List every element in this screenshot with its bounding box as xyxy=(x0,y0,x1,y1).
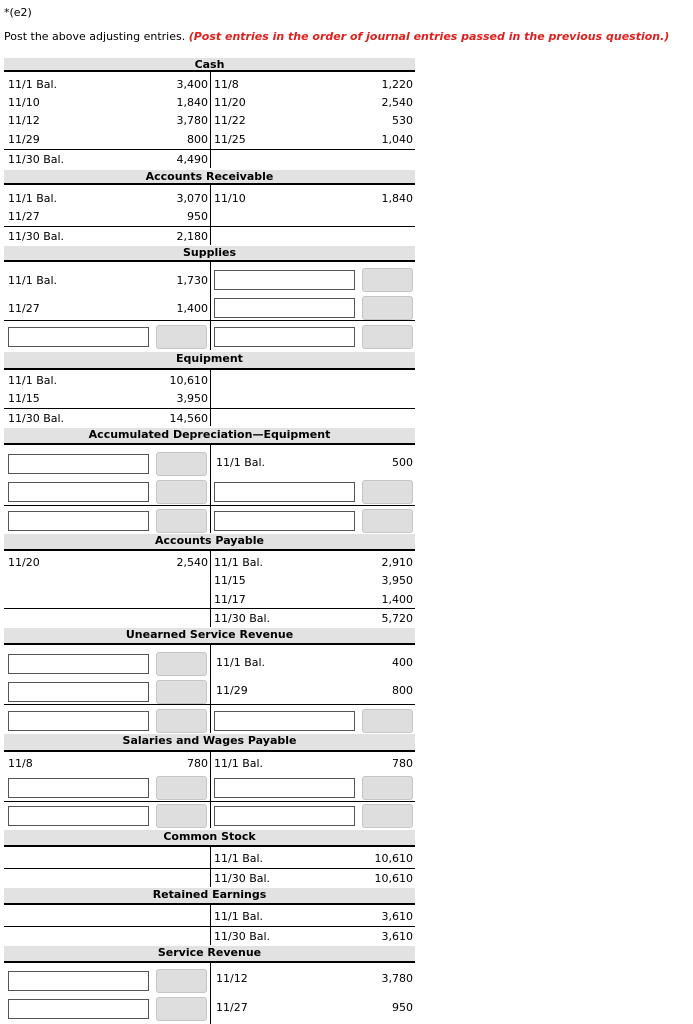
credit-amount-input[interactable] xyxy=(362,804,413,828)
balance-label: 11/30 Bal. xyxy=(8,412,65,425)
debit-label-input[interactable] xyxy=(8,971,149,991)
debit-label: 11/12 xyxy=(8,114,40,127)
balance-rule xyxy=(4,926,415,927)
credit-amount: 530 xyxy=(392,114,413,127)
t-account-divider xyxy=(210,370,211,426)
balance-amount: 14,560 xyxy=(169,412,208,425)
debit-label-input[interactable] xyxy=(8,806,149,826)
debit-amount: 800 xyxy=(187,133,208,146)
debit-label-input[interactable] xyxy=(8,327,149,347)
credit-amount: 10,610 xyxy=(374,852,413,865)
debit-label: 11/10 xyxy=(8,96,40,109)
t-account-divider xyxy=(210,262,211,350)
t-account-divider xyxy=(210,551,211,627)
credit-label: 11/8 xyxy=(214,78,239,91)
account-title-retained-earnings: Retained Earnings xyxy=(4,888,415,905)
credit-amount: 2,540 xyxy=(381,96,413,109)
credit-label-input[interactable] xyxy=(214,270,355,290)
credit-amount: 800 xyxy=(392,684,413,697)
debit-amount-input[interactable] xyxy=(156,452,207,476)
account-title-accumulated-depreciation: Accumulated Depreciation—Equipment xyxy=(4,428,415,445)
credit-label: 11/25 xyxy=(214,133,246,146)
debit-label-input[interactable] xyxy=(8,511,149,531)
debit-label: 11/1 Bal. xyxy=(8,374,58,387)
balance-rule xyxy=(4,149,415,150)
t-account-divider xyxy=(210,445,211,533)
credit-amount-input[interactable] xyxy=(362,268,413,292)
debit-amount: 1,840 xyxy=(176,96,208,109)
question-id: *(e2) xyxy=(4,6,32,19)
account-title-salaries-and-wages-payable: Salaries and Wages Payable xyxy=(4,734,415,752)
debit-label: 11/27 xyxy=(8,210,40,223)
credit-amount: 950 xyxy=(392,1001,413,1014)
account-title-unearned-service-revenue: Unearned Service Revenue xyxy=(4,628,415,645)
debit-label: 11/29 xyxy=(8,133,40,146)
credit-amount: 1,400 xyxy=(381,593,413,606)
credit-label: 11/1 Bal. xyxy=(214,852,264,865)
credit-amount-input[interactable] xyxy=(362,776,413,800)
debit-amount: 10,610 xyxy=(169,374,208,387)
t-account-divider xyxy=(210,847,211,887)
t-account-divider xyxy=(210,72,211,168)
debit-amount-input[interactable] xyxy=(156,480,207,504)
t-account-divider xyxy=(210,905,211,945)
debit-amount: 950 xyxy=(187,210,208,223)
credit-amount: 400 xyxy=(392,656,413,669)
credit-amount: 3,780 xyxy=(381,972,413,985)
balance-label: 11/30 Bal. xyxy=(214,612,271,625)
debit-amount-input[interactable] xyxy=(156,804,207,828)
debit-amount: 2,540 xyxy=(176,556,208,569)
credit-amount: 500 xyxy=(392,456,413,469)
credit-label-input[interactable] xyxy=(214,778,355,798)
debit-amount-input[interactable] xyxy=(156,997,207,1021)
balance-label: 11/30 Bal. xyxy=(214,930,271,943)
credit-amount-input[interactable] xyxy=(362,296,413,320)
debit-label-input[interactable] xyxy=(8,682,149,702)
balance-rule xyxy=(4,801,415,802)
credit-label: 11/17 xyxy=(214,593,246,606)
debit-amount: 1,730 xyxy=(176,274,208,287)
balance-rule xyxy=(4,704,415,705)
credit-label-input[interactable] xyxy=(214,298,355,318)
credit-amount: 780 xyxy=(392,757,413,770)
instructions xyxy=(4,30,669,43)
credit-label: 11/15 xyxy=(214,574,246,587)
debit-amount: 3,400 xyxy=(176,78,208,91)
account-title-cash: Cash xyxy=(4,58,415,72)
credit-amount-input[interactable] xyxy=(362,325,413,349)
balance-rule xyxy=(4,226,415,227)
credit-amount: 1,040 xyxy=(381,133,413,146)
credit-label: 11/27 xyxy=(216,1001,248,1014)
account-title-common-stock: Common Stock xyxy=(4,830,415,847)
credit-label: 11/1 Bal. xyxy=(214,757,264,770)
debit-label: 11/1 Bal. xyxy=(8,78,58,91)
credit-label-input[interactable] xyxy=(214,806,355,826)
t-account-divider xyxy=(210,963,211,1024)
credit-amount: 2,910 xyxy=(381,556,413,569)
debit-amount-input[interactable] xyxy=(156,776,207,800)
credit-amount: 1,220 xyxy=(381,78,413,91)
debit-label-input[interactable] xyxy=(8,654,149,674)
credit-amount: 3,610 xyxy=(381,910,413,923)
t-account-divider xyxy=(210,645,211,733)
credit-label: 11/1 Bal. xyxy=(214,910,264,923)
account-title-equipment: Equipment xyxy=(4,352,415,370)
t-account-divider xyxy=(210,752,211,828)
credit-label-input[interactable] xyxy=(214,511,355,531)
balance-amount: 4,490 xyxy=(176,153,208,166)
debit-label: 11/20 xyxy=(8,556,40,569)
credit-amount-input[interactable] xyxy=(362,480,413,504)
credit-label: 11/10 xyxy=(214,192,246,205)
debit-amount-input[interactable] xyxy=(156,969,207,993)
balance-amount: 5,720 xyxy=(381,612,413,625)
debit-label-input[interactable] xyxy=(8,711,149,731)
debit-label: 11/27 xyxy=(8,302,40,315)
balance-label: 11/30 Bal. xyxy=(8,230,65,243)
credit-label: 11/1 Bal. xyxy=(214,556,264,569)
account-title-accounts-payable: Accounts Payable xyxy=(4,534,415,551)
balance-amount: 2,180 xyxy=(176,230,208,243)
credit-label: 11/1 Bal. xyxy=(216,456,266,469)
credit-amount-input[interactable] xyxy=(362,709,413,733)
credit-amount-input[interactable] xyxy=(362,509,413,533)
debit-amount: 780 xyxy=(187,757,208,770)
debit-label: 11/1 Bal. xyxy=(8,192,58,205)
credit-label: 11/1 Bal. xyxy=(216,656,266,669)
debit-amount-input[interactable] xyxy=(156,652,207,676)
credit-label: 11/12 xyxy=(216,972,248,985)
debit-amount-input[interactable] xyxy=(156,325,207,349)
credit-label: 11/29 xyxy=(216,684,248,697)
balance-rule xyxy=(4,868,415,869)
balance-amount: 10,610 xyxy=(374,872,413,885)
debit-amount-input[interactable] xyxy=(156,680,207,704)
t-account-divider xyxy=(210,185,211,245)
credit-label-input[interactable] xyxy=(214,711,355,731)
debit-label-input[interactable] xyxy=(8,999,149,1019)
credit-label-input[interactable] xyxy=(214,327,355,347)
debit-label-input[interactable] xyxy=(8,454,149,474)
credit-amount: 1,840 xyxy=(381,192,413,205)
credit-label-input[interactable] xyxy=(214,482,355,502)
debit-amount-input[interactable] xyxy=(156,509,207,533)
balance-rule xyxy=(4,505,415,506)
debit-label: 11/8 xyxy=(8,757,33,770)
account-title-service-revenue: Service Revenue xyxy=(4,946,415,963)
balance-rule xyxy=(4,608,415,609)
credit-amount: 3,950 xyxy=(381,574,413,587)
balance-label: 11/30 Bal. xyxy=(8,153,65,166)
debit-amount: 3,780 xyxy=(176,114,208,127)
debit-label: 11/1 Bal. xyxy=(8,274,58,287)
credit-label: 11/20 xyxy=(214,96,246,109)
debit-amount: 3,070 xyxy=(176,192,208,205)
balance-label: 11/30 Bal. xyxy=(214,872,271,885)
debit-amount: 3,950 xyxy=(176,392,208,405)
account-title-supplies: Supplies xyxy=(4,246,415,262)
credit-label: 11/22 xyxy=(214,114,246,127)
instruction-text: Post the above adjusting entries. xyxy=(4,30,186,43)
debit-label-input[interactable] xyxy=(8,778,149,798)
balance-rule xyxy=(4,408,415,409)
instruction-note: (Post entries in the order of journal entries passed in the previous question.) xyxy=(188,30,670,43)
debit-amount: 1,400 xyxy=(176,302,208,315)
debit-amount-input[interactable] xyxy=(156,709,207,733)
account-title-accounts-receivable: Accounts Receivable xyxy=(4,170,415,185)
debit-label: 11/15 xyxy=(8,392,40,405)
balance-rule xyxy=(4,320,415,321)
debit-label-input[interactable] xyxy=(8,482,149,502)
balance-amount: 3,610 xyxy=(381,930,413,943)
